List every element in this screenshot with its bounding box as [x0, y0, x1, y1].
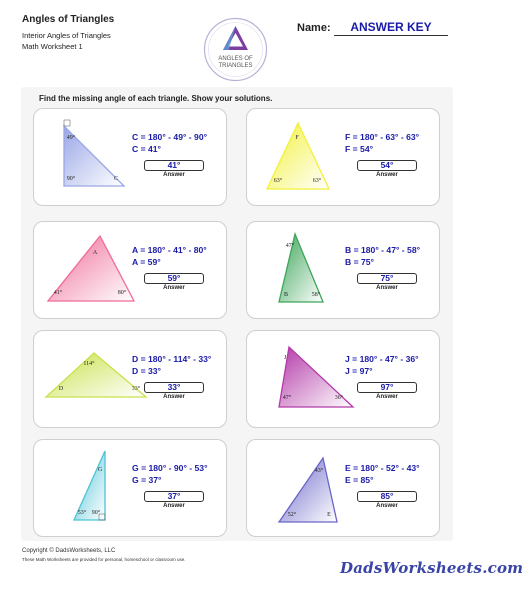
name-label: Name:	[297, 22, 331, 34]
answer-box: 37°	[144, 491, 204, 502]
angle-label: 63°	[273, 178, 283, 184]
triangle-figure	[247, 440, 367, 536]
solution-line-1: A = 180° - 41° - 80°	[132, 245, 207, 255]
solution-line-2: E = 85°	[345, 475, 374, 485]
angles-of-triangles-logo	[203, 17, 268, 82]
angle-label: 36°	[334, 395, 344, 401]
solution-line-2: G = 37°	[132, 475, 162, 485]
answer-label: Answer	[376, 285, 398, 291]
angle-label: 114°	[83, 361, 95, 367]
answer-label: Answer	[376, 503, 398, 509]
solution-line-1: F = 180° - 63° - 63°	[345, 132, 420, 142]
usage-notice: These Math Worksheets are provided for personal, homeschool or classroom use.	[22, 557, 186, 562]
angle-label: 80°	[117, 290, 127, 296]
angle-label: F	[295, 135, 299, 141]
instructions: Find the missing angle of each triangle. Show your solutions.	[39, 94, 273, 103]
answer-box: 41°	[144, 160, 204, 171]
worksheet-number: Math Worksheet 1	[22, 42, 83, 51]
answer-box: 54°	[357, 160, 417, 171]
solution-line-2: D = 33°	[132, 366, 161, 376]
angle-label: 63°	[312, 178, 322, 184]
angle-label: C	[113, 176, 119, 182]
worksheet-title: Angles of Triangles	[22, 14, 115, 25]
problem-card	[33, 221, 227, 319]
solution-line-1: E = 180° - 52° - 43°	[345, 463, 420, 473]
solution-line-2: F = 54°	[345, 144, 374, 154]
problem-card	[33, 108, 227, 206]
solution-line-1: C = 180° - 49° - 90°	[132, 132, 208, 142]
problem-card	[246, 108, 440, 206]
copyright: Copyright © DadsWorksheets, LLC	[22, 548, 116, 554]
angle-label: 41°	[53, 290, 63, 296]
answer-label: Answer	[376, 172, 398, 178]
angle-label: A	[92, 250, 98, 256]
problem-card	[246, 221, 440, 319]
triangle-figure	[34, 109, 154, 205]
answer-box: 33°	[144, 382, 204, 393]
triangle-figure	[247, 222, 367, 318]
angle-label: 90°	[66, 176, 76, 182]
answer-box: 85°	[357, 491, 417, 502]
logo-text-2: TRIANGLES	[218, 63, 253, 69]
angle-label: 58°	[311, 292, 321, 298]
angle-label: B	[283, 292, 289, 298]
triangle-figure	[247, 109, 367, 205]
answer-label: Answer	[376, 394, 398, 400]
angle-label: 52°	[287, 512, 297, 518]
problem-card	[246, 439, 440, 537]
triangle-figure	[34, 222, 154, 318]
brand-logo: DadsWorksheets.com	[340, 559, 523, 577]
angle-label: 33°	[131, 386, 141, 392]
angle-label: 49°	[66, 135, 76, 141]
answer-label: Answer	[163, 503, 185, 509]
answer-label: Answer	[163, 285, 185, 291]
answer-box: 75°	[357, 273, 417, 284]
logo-text-1: ANGLES OF	[218, 56, 253, 62]
name-field: ANSWER KEY	[334, 20, 448, 36]
triangle-figure	[247, 331, 367, 427]
problem-card	[33, 330, 227, 428]
angle-label: 47°	[282, 395, 292, 401]
angle-label: 43°	[314, 468, 324, 474]
angle-label: 47°	[285, 243, 295, 249]
solution-line-1: J = 180° - 47° - 36°	[345, 354, 419, 364]
answer-label: Answer	[163, 394, 185, 400]
worksheet-subtitle: Interior Angles of Triangles	[22, 31, 111, 40]
angle-label: D	[58, 386, 64, 392]
angle-label: G	[97, 467, 103, 473]
triangle-figure	[34, 440, 154, 536]
problem-card	[246, 330, 440, 428]
solution-line-2: A = 59°	[132, 257, 161, 267]
triangle-figure	[34, 331, 154, 427]
solution-line-1: B = 180° - 47° - 58°	[345, 245, 421, 255]
solution-line-2: B = 75°	[345, 257, 374, 267]
angle-label: J	[283, 355, 287, 361]
answer-label: Answer	[163, 172, 185, 178]
solution-line-2: C = 41°	[132, 144, 161, 154]
angle-label: E	[327, 512, 331, 518]
solution-line-2: J = 97°	[345, 366, 373, 376]
answer-box: 59°	[144, 273, 204, 284]
angle-label: 53°	[77, 510, 87, 516]
answer-box: 97°	[357, 382, 417, 393]
problem-card	[33, 439, 227, 537]
solution-line-1: D = 180° - 114° - 33°	[132, 354, 212, 364]
angle-label: 90°	[91, 510, 101, 516]
solution-line-1: G = 180° - 90° - 53°	[132, 463, 208, 473]
